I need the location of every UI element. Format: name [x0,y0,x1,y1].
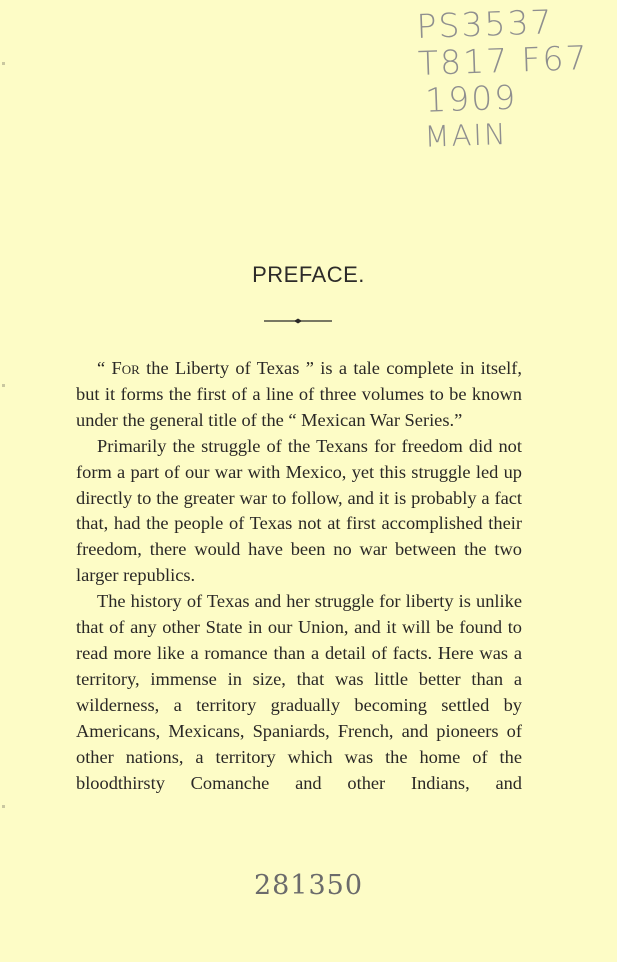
paragraph-body: The history of Texas and her struggle for liberty is unlike that of any other State in our Union, and it will be found to read more like a romance than a detail of facts. Here was a territory, immense in size, that was little better than a wilderness, a territory gradually becoming settled by Americans, Mexicans, Spaniards, French, and pioneers of other nations, a territory which was the home of the bloodthirsty Comanche and other Indians, and [76,591,522,793]
call-number-line-2: T817 F67 [417,38,590,83]
paragraph-body: Primarily the struggle of the Texans for freedom did not form a part of our war with Mexico, yet this struggle led up directly to the greater war to follow, and it is probably a fact that, had the people of Texas not at first accomplished their freedom, there would have been no war between the two larger republics. [76,435,522,586]
page-title: PREFACE. [252,262,365,287]
paragraph-lead: “ For [97,358,140,378]
edge-speck [2,62,5,65]
accession-stamp: 281350 [253,870,364,901]
paragraph-body: the Liberty of Texas ” is a tale complete in itself, but it forms the first of a line of three volumes to be known under the general title of the “ Mexican War Series.” [76,358,522,430]
ornament-divider [264,316,332,326]
paragraph-1 [76,356,522,434]
paragraph-2 [76,434,522,589]
edge-speck [2,805,5,808]
call-number-annotation [416,2,592,156]
call-number-line-4: MAIN [423,116,509,154]
paragraph-3 [76,589,522,796]
preface-text [76,356,522,796]
call-number-line-1: PS3537 [415,2,555,46]
call-number-line-3: 1909 [424,77,518,120]
edge-speck [2,384,5,387]
